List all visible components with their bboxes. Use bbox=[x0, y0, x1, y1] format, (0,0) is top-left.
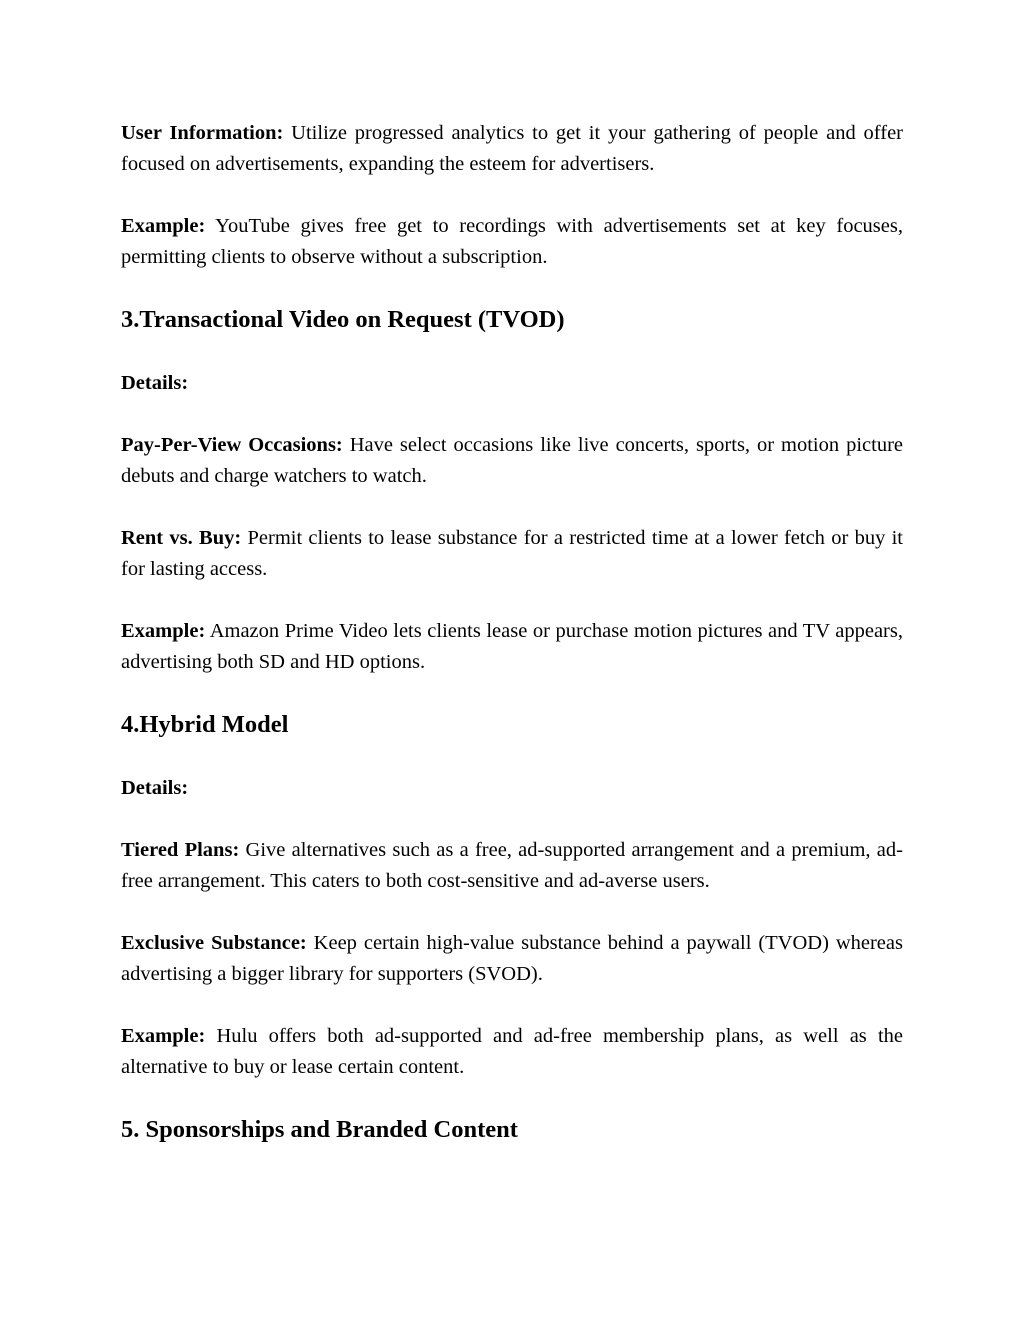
paragraph-example-youtube bbox=[121, 211, 903, 273]
section-heading-hybrid: 4.Hybrid Model bbox=[121, 711, 289, 738]
paragraph-lead: Tiered Plans: bbox=[121, 839, 240, 861]
section-heading-tvod: 3.Transactional Video on Request (TVOD) bbox=[121, 306, 565, 333]
details-label: Details: bbox=[121, 777, 189, 799]
paragraph-text: YouTube gives free get to recordings with advertisements set at key focuses, permitting clients to observe without a subscription. bbox=[121, 215, 903, 268]
paragraph-lead: Pay-Per-View Occasions: bbox=[121, 434, 343, 456]
paragraph-pay-per-view bbox=[121, 430, 903, 492]
paragraph-lead: Example: bbox=[121, 1025, 206, 1047]
paragraph-text: Have select occasions like live concerts, sports, or motion picture debuts and charge watchers to watch. bbox=[121, 434, 903, 487]
paragraph-lead: Example: bbox=[121, 215, 206, 237]
paragraph-text: Give alternatives such as a free, ad-supported arrangement and a premium, ad-free arrangement. This caters to both cost-sensitive and ad-averse users. bbox=[121, 839, 903, 892]
paragraph-lead: Rent vs. Buy: bbox=[121, 527, 242, 549]
paragraph-text: Hulu offers both ad-supported and ad-free membership plans, as well as the alternative to buy or lease certain content. bbox=[121, 1025, 903, 1078]
section-heading-sponsorships: 5. Sponsorships and Branded Content bbox=[121, 1116, 518, 1143]
paragraph-lead: User Information: bbox=[121, 122, 284, 144]
paragraph-lead: Example: bbox=[121, 620, 206, 642]
details-label: Details: bbox=[121, 372, 189, 394]
paragraph-rent-vs-buy bbox=[121, 523, 903, 585]
document-page bbox=[121, 118, 903, 1178]
paragraph-example-amazon bbox=[121, 616, 903, 678]
paragraph-example-hulu bbox=[121, 1021, 903, 1083]
paragraph-exclusive-substance bbox=[121, 928, 903, 990]
paragraph-tiered-plans bbox=[121, 835, 903, 897]
paragraph-user-information bbox=[121, 118, 903, 180]
paragraph-text: Permit clients to lease substance for a restricted time at a lower fetch or buy it for lasting access. bbox=[121, 527, 903, 580]
paragraph-text: Keep certain high-value substance behind a paywall (TVOD) whereas advertising a bigger library for supporters (SVOD). bbox=[121, 932, 903, 985]
paragraph-text: Amazon Prime Video lets clients lease or purchase motion pictures and TV appears, advertising both SD and HD options. bbox=[121, 620, 903, 673]
paragraph-text: Utilize progressed analytics to get it your gathering of people and offer focused on advertisements, expanding the esteem for advertisers. bbox=[121, 122, 903, 175]
paragraph-lead: Exclusive Substance: bbox=[121, 932, 307, 954]
